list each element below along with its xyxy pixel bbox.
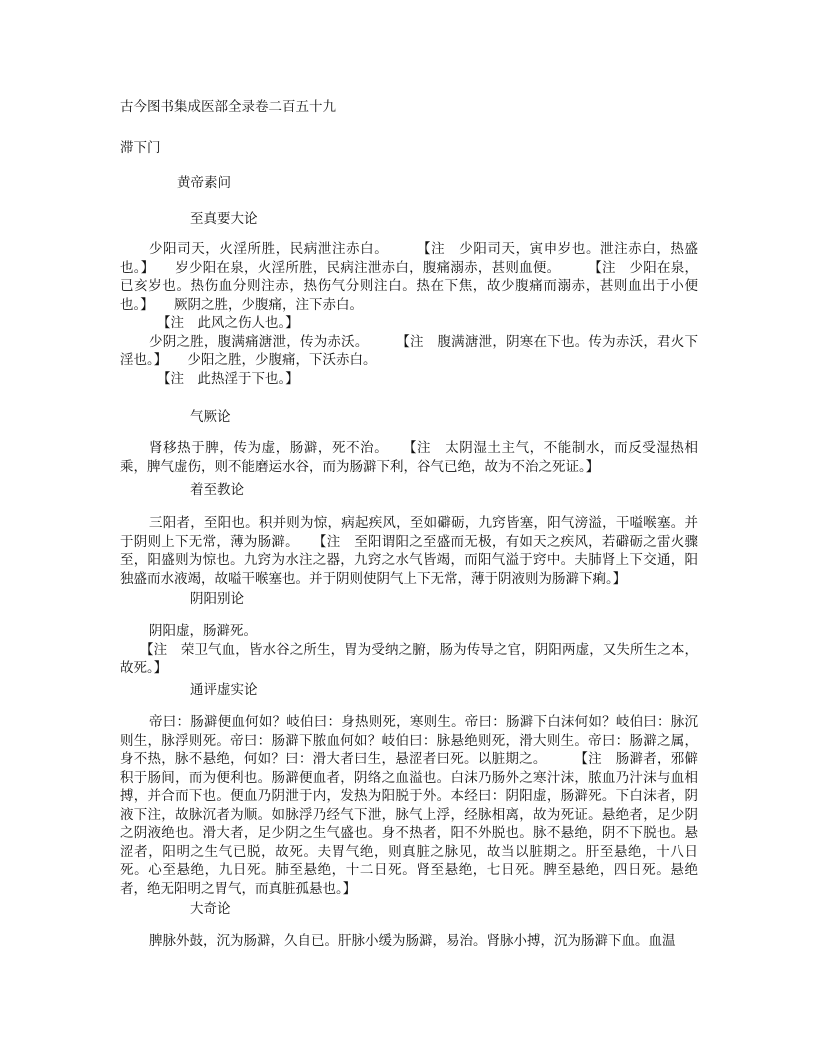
paragraph: 阴阳虚，肠澼死。 — [149, 623, 257, 639]
section-heading: 通评虚实论 — [190, 682, 258, 698]
annotation-paragraph: 【注 此风之伤人也。】 — [157, 315, 299, 331]
source-title: 黄帝素问 — [177, 175, 231, 191]
section-body — [120, 240, 698, 388]
volume-title: 古今图书集成医部全录卷二百五十九 — [120, 99, 336, 115]
paragraph: 三阳者，至阳也。积并则为惊，病起疾风，至如礔砺，九窍皆塞，阳气滂溢，干嗌喉塞。并于阴则上下无常，薄为肠澼。 【注 至阳谓阳之至盛而无极，有如天之疾风，若礔砺之雷火骤至，阳盛则为惊也。九窍为水注之器，九窍之水气皆竭，而阳气溢于窍中。夫肺肾上下交通，阳独盛而水液竭，故嗌干喉塞也。并于阴则使阴气上下无常，薄于阴液则为肠澼下痢。】 — [120, 515, 698, 587]
paragraph: 少阴之胜，腹满痛溏泄，传为赤沃。 【注 腹满溏泄，阴寒在下也。传为赤沃，君火下淫也。】 少阳之胜，少腹痛，下沃赤白。 — [120, 333, 698, 368]
section-heading: 至真要大论 — [190, 211, 258, 227]
section-body — [120, 622, 698, 678]
paragraph: 脾脉外鼓，沉为肠澼，久自已。肝脉小缓为肠澼，易治。肾脉小搏，沉为肠澼下血。血温 — [149, 933, 676, 949]
annotation-paragraph: 【注 此热淫于下也。】 — [157, 370, 299, 387]
section-heading: 着至教论 — [190, 482, 244, 498]
category-title: 滞下门 — [120, 140, 161, 156]
paragraph: 肾移热于脾，传为虚，肠澼，死不治。 【注 太阴湿土主气，不能制水，而反受湿热相乘，脾气虚伤，则不能磨运水谷，而为肠澼下利，谷气已绝，故为不治之死证。】 — [120, 440, 698, 475]
section-heading: 大奇论 — [190, 901, 231, 917]
section-heading: 阴阳别论 — [190, 591, 244, 607]
section-heading: 气厥论 — [190, 409, 231, 425]
paragraph: 帝曰：肠澼便血何如？岐伯曰：身热则死，寒则生。帝曰：肠澼下白沫何如？岐伯曰：脉沉则生，脉浮则死。帝曰：肠澼下脓血何如？岐伯曰：脉悬绝则死，滑大则生。帝曰：肠澼之属，身不热，脉不悬绝，何如？曰：滑大者曰生，悬涩者曰死。以脏期之。 【注 肠澼者，邪僻积于肠间，而为便利也。肠澼便血者，阴络之血溢也。白沫乃肠外之寒汁沫，脓血乃汁沫与血相搏，并合而下也。便血乃阴泄于内，发热为阳脱于外。本经曰：阴阳虚，肠澼死。下白沫者，阴液下注，故脉沉者为顺。如脉浮乃经气下泄，脉气上浮，经脉相离，故为死证。悬绝者，足少阴之阴液绝也。滑大者，足少阴之生气盛也。身不热者，阳不外脱也。脉不悬绝，阴不下脱也。悬涩者，阳明之生气已脱，故死。夫胃气绝，则真脏之脉见，故当以脏期之。肝至悬绝，十八日死。心至悬绝，九日死。肺至悬绝，十二日死。肾至悬绝，七日死。脾至悬绝，四日死。悬绝者，绝无阳明之胃气，而真脏孤悬也。】 — [120, 714, 698, 897]
annotation-paragraph: 【注 荣卫气血，皆水谷之所生，胃为受纳之腑，肠为传导之官，阴阳两虚，又失所生之本，故死。】 — [120, 641, 698, 676]
paragraph: 少阳司天，火淫所胜，民病泄注赤白。 【注 少阳司天，寅申岁也。泄注赤白，热盛也。】 岁少阳在泉，火淫所胜，民病注泄赤白，腹痛溺赤，甚则血便。 【注 少阳在泉，已亥岁也。热伤血分则注赤，热伤气分则注白。热在下焦，故少腹痛而溺赤，甚则血出于小便也。】 厥阴之胜，少腹痛，注下赤白。 — [120, 241, 698, 313]
